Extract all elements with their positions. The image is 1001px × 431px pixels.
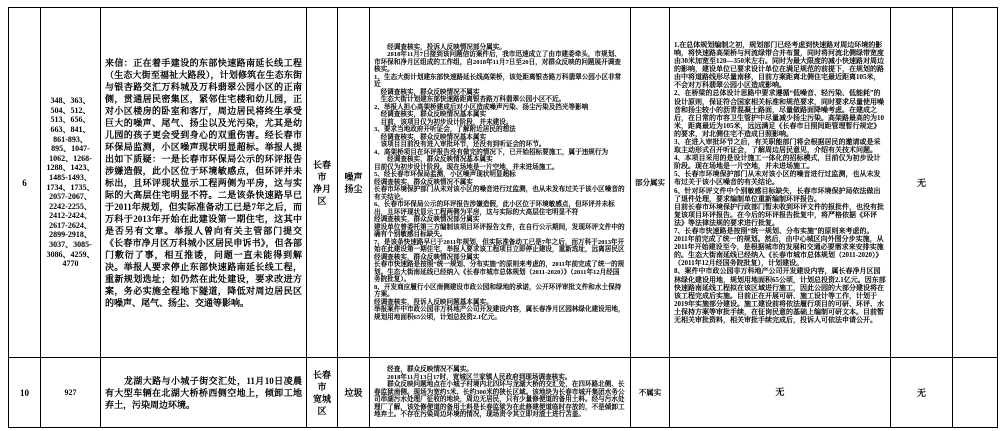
handling-measures: 1.在总体规划编制之初，规划部门已经考虑到快速路对周边环境的影响，将快速路高架桥与河流绿带合并布置，同时将河流北侧绿带宽度由30米加宽至120—350米左右。同时为最大限度的减小快速路对周边的影响，建设单位已要求设计单位在满足规范的前提下，在规划的路由中将道路线形尽量南移，目前方案距离北侧住宅最近距离105米，不会对万科翡翠公园小区造成影响。 2、在桥梁的总体设计思路中要求遵循“低噪音、轻污染、低能耗”的设计原则，保证符合国家相关标准和规范要求，同时要求尽量使用噪音和扬尘较小的沥青混凝土路面，尽量做路面降噪考虑。在建成之后，在日常的市容卫生管护中尽量减少扬尘污染。高架路最高的为10米，距离最近为105米，远远满足《长春市日照间距管理暂行规定》的要求，对北侧住宅不造成日照影响。 3、在进入审批环节之后，有关职能部门将会根据居民的邀请或是采取主动形式召开听证会，了解周边居民意见，介绍有关技术问题。 4、本项目采用的是设计施工一体化的招标模式，目前仅为初步设计阶段。现在场地是一片空地，并未进场施工。 5、长春市环境保护部门从未对该小区的噪音进行过监测，也从未发布过关于该小区噪音的有关结论。 6、针对环评文件中个别敏感目标缺失，长春市环境保护局依法做出了退件处理，要求编制单位重新编制环评报告。 目前长春市环境保护行政部门暂未收到环评文件的报批件，也没有批复该项目环评报告。在今后的环评报告批复中，将严格依据《环评法》等法律法规的要求进行批复。 7、长春市快速路是按照“统一规划、分布实施”的原则来考虑的。2011年前完成了统一的规划。然后，由中心城区向外围分步实施，从2011年开始建设至今，是根据城市的发展和交通必要需求来安排实施的。生态大街南延线已经纳入《长春市城市总体规划（2011-2020）》（2011年12月经国务院批复），计划建设。 8、案件中市政公园非万科地产公司开发建设内容，属长春净月区园林绿化建设用地，规划用地面积65公顷，计划总投资2.1亿元。因东部快速路南延线工程拟在该区域进行施工，因此公园的大部分建设将在该工程完成后实施。目前正在开展可研、施工设计等工作，计划于2019年实施部分建设。施工建设前将依法履行项目的可研、环评、水土保持方案等审批手续，在征询民意的基础上编制可研文本。目前暂无相关审批资料，相关审批手续完成后，投诉人可依法申请公开。	[670, 8, 891, 358]
complaint-description: 龙湖大路与小城子街交汇处，11月10日凌晨有大型车辆在北湖大桥桥西侧空地上，倾卸工地弃土，污染周边环境。	[101, 358, 307, 428]
handling-measures: 无	[670, 358, 891, 428]
complaint-description: 来信：正在着手建设的东部快速路南延长线工程（生态大街至福祉大路段），计划修筑在生态东街与银杏路交汇万科城及万科翡翠公园小区的正南侧，贯通居民密集区，紧邻住宅楼和幼儿园，正对小区楼房的卧室和客厅，周边居民将终生承受巨大的噪声、尾气、扬尘以及光污染，尤其是幼儿园的孩子更会受到身心的双重伤害。经长春市环保局监测，小区噪声现状明显超标。举报人提出如下质疑：一是长春市环保局公示的环评报告涉嫌造假，此小区位于环境敏感点，但环评并未标出，且环评现状显示工程两侧为平房，这与实际的大高层住宅明显不符。二是该条快速路早已于2011年规划，但实际准备动工已是7年之后，而万科于2013年开始在此建设第一期住宅，这其中是否另有文章。举报人曾向有关主管部门提交《长春市净月区万科城小区居民申诉书》，但各部门敷衍了事，相互推诿，问题一直未能得到解决。举报人要求停止东部快速路南延长线工程，重新规划选址；如仍然在此处建设，要求改进方案，务必实施全程地下隧道，降低对周边居民区的噪声、尾气、扬尘、交通等影响。	[101, 8, 307, 358]
pollution-type: 噪声 扬尘	[338, 8, 370, 358]
verification-conclusion: 部分属实	[631, 8, 670, 358]
complaint-ledger-table	[8, 7, 998, 428]
case-numbers: 927	[41, 358, 101, 428]
remark	[953, 358, 998, 428]
verification-details: 经查，群众反映情况不属实。 2018年11月13日17时，宽城区兰家镇人民政府到现场调查核实。 群众反映问题地点在小城子村境内北四环与龙湖大桥的交汇处，在四环路北侧、长春监狱南侧。现场为宽约5米、长约300米的狭长区域。该地块为长春市城开集团水务公司串湖污水处理厂征收的地块，周边无居民，只有少量修便道的备用土料。经与污水处理厂了解，该处修便道的备用土料是长春监狱为在此修建便道临时存放的，不是倾卸工地弃土。不存在污染周边环境的情况，现场责令其立即对渣土进行苫盖。	[370, 358, 631, 428]
table-row-case-6	[9, 8, 998, 358]
remark	[953, 8, 998, 358]
verification-details: 经调查核实，投诉人反映情况部分属实。 2018年11月7日接到该问题信访案件后，我市迅速成立了由市建委牵头，市规划、市环保和净月区组成的工作组，自2018年11月7日至20日，对群众反映的问题展开调查核实。 1、生态大街计划建东部快速路延长线高架桥，该处距离银杏路万科翡翠公园小区非常近 经调查核实，群众反映情况不属实 生态大街计划建东部快速路距离银杏路万科翡翠公园小区不近。 2、举报人担心高架桥建成后对小区造成噪声污染、扬尘污染及挡光等影响 经调查核实，群众反映情况基本属实 目前，该项目仅为初步设计阶段，并未建设。 3、要求当地政府开听证会，了解附近居民的想法 经调查核实，群众反映情况基本属实 该项目目前没有进入审批环节，还没有到听证会的环节。 4、高架桥项目在环评报告没有做完的情况下，已开始招标要施工，属于违规行为 经调查核实，群众反映情况基本属实 目前仅为初步设计阶段。现在场地是一片空地，并未进场施工。 5、经长春市环保局监测，小区噪声现状明显超标 经调查核实，群众反映情况不属实 长春市环境保护部门从未对该小区的噪音进行过监测，也从未发布过关于该小区噪音的有关结论。 6、长春市环保局公示的环评报告涉嫌造假，此小区位于环境敏感点，但环评并未标出，且环评现状显示工程两侧为平房，这与实际的大高层住宅明显不符 经调查核实，群众反映情况部分属实 建设单位曾委托第三方编制该项目环评报告文件，在自行公示期间，发现环评文件中的确有个别敏感目标缺失。 7、是该条快速路早已于2011年规划，但实际准备动工已是7年之后，而万科于2013年开始在此建设第一期住宅，举报人要求该工程项目立即停止建设，重新选址，远离居民区 经调查核实，群众反映情况部分属实 长春市快速路是按照“统一规划、分布实施”的原则来考虑的，2011年前完成了统一的规划。生态大街南延线已经纳入《长春市城市总体规划（2011-2020）》（2011年12月经国务院批复）。 8、开发商应履行小区南侧建设市政公园和绿地的承诺，公开环评审批文件和水土保持方案。 经调查核实，投诉人反映问题基本属实。 举报案件中市政公园非万科地产公司开发建设内容，属长春净月区园林绿化建设用地，规划用地面积65公顷，计划总投资2.1亿元。	[370, 8, 631, 358]
verification-conclusion: 不属实	[631, 358, 670, 428]
pollution-type: 垃圾	[338, 358, 370, 428]
accountability-status: 无	[891, 358, 953, 428]
accountability-status: 无	[891, 8, 953, 358]
region: 长春市 净月区	[307, 8, 338, 358]
sequence-number: 10	[9, 358, 41, 428]
region: 长春市 宽城区	[307, 358, 338, 428]
case-numbers: 348、363、504、512、513、656、663、841、861-893、895、1047-1062、1268-1288、1423、1485-1493、1734、1735、2057-2067、2242-2255、2412-2424、2617-2624、2899-2918、3037、3085-3086、4259、4770	[41, 8, 101, 358]
sequence-number: 6	[9, 8, 41, 358]
table-row-case-10	[9, 358, 998, 428]
